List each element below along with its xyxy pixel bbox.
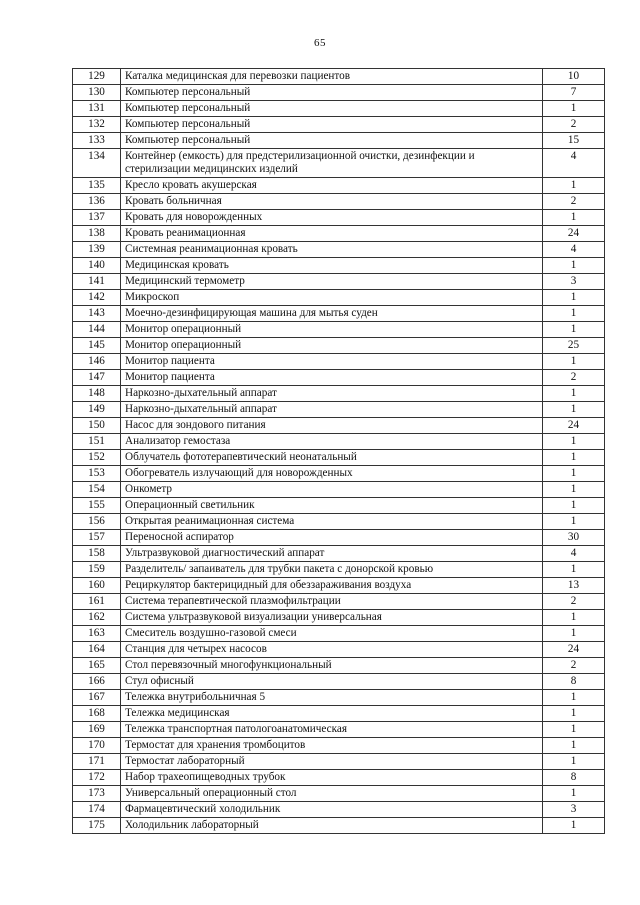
equipment-name-cell: Компьютер персональный bbox=[121, 133, 543, 149]
quantity-cell: 4 bbox=[543, 546, 605, 562]
equipment-name-cell: Компьютер персональный bbox=[121, 101, 543, 117]
equipment-name-cell: Система терапевтической плазмофильтрации bbox=[121, 594, 543, 610]
table-row bbox=[73, 258, 605, 274]
quantity-cell: 1 bbox=[543, 738, 605, 754]
row-number-cell: 153 bbox=[73, 466, 121, 482]
table-row bbox=[73, 450, 605, 466]
row-number-cell: 129 bbox=[73, 69, 121, 85]
equipment-name-cell: Насос для зондового питания bbox=[121, 418, 543, 434]
row-number-cell: 141 bbox=[73, 274, 121, 290]
quantity-cell: 2 bbox=[543, 194, 605, 210]
table-row bbox=[73, 658, 605, 674]
equipment-name-cell: Термостат лабораторный bbox=[121, 754, 543, 770]
quantity-cell: 1 bbox=[543, 178, 605, 194]
row-number-cell: 145 bbox=[73, 338, 121, 354]
row-number-cell: 152 bbox=[73, 450, 121, 466]
equipment-name-cell: Стол перевязочный многофункциональный bbox=[121, 658, 543, 674]
table-row bbox=[73, 546, 605, 562]
table-row bbox=[73, 610, 605, 626]
row-number-cell: 135 bbox=[73, 178, 121, 194]
quantity-cell: 2 bbox=[543, 594, 605, 610]
quantity-cell: 24 bbox=[543, 642, 605, 658]
table-row bbox=[73, 562, 605, 578]
table-row bbox=[73, 642, 605, 658]
quantity-cell: 1 bbox=[543, 434, 605, 450]
equipment-name-cell: Онкометр bbox=[121, 482, 543, 498]
row-number-cell: 169 bbox=[73, 722, 121, 738]
page-number: 65 bbox=[314, 37, 326, 49]
table-row bbox=[73, 770, 605, 786]
quantity-cell: 13 bbox=[543, 578, 605, 594]
quantity-cell: 24 bbox=[543, 226, 605, 242]
row-number-cell: 144 bbox=[73, 322, 121, 338]
quantity-cell: 30 bbox=[543, 530, 605, 546]
row-number-cell: 162 bbox=[73, 610, 121, 626]
row-number-cell: 154 bbox=[73, 482, 121, 498]
equipment-name-cell: Тележка внутрибольничная 5 bbox=[121, 690, 543, 706]
equipment-name-cell: Монитор операционный bbox=[121, 338, 543, 354]
equipment-name-cell: Тележка медицинская bbox=[121, 706, 543, 722]
table-row bbox=[73, 482, 605, 498]
table-row bbox=[73, 242, 605, 258]
equipment-name-cell: Разделитель/ запаиватель для трубки пакета с донорской кровью bbox=[121, 562, 543, 578]
quantity-cell: 1 bbox=[543, 754, 605, 770]
table-row bbox=[73, 578, 605, 594]
row-number-cell: 163 bbox=[73, 626, 121, 642]
row-number-cell: 172 bbox=[73, 770, 121, 786]
row-number-cell: 173 bbox=[73, 786, 121, 802]
equipment-name-cell: Медицинская кровать bbox=[121, 258, 543, 274]
table-row bbox=[73, 306, 605, 322]
row-number-cell: 150 bbox=[73, 418, 121, 434]
quantity-cell: 1 bbox=[543, 690, 605, 706]
quantity-cell: 25 bbox=[543, 338, 605, 354]
quantity-cell: 1 bbox=[543, 210, 605, 226]
row-number-cell: 136 bbox=[73, 194, 121, 210]
row-number-cell: 159 bbox=[73, 562, 121, 578]
equipment-name-cell: Компьютер персональный bbox=[121, 85, 543, 101]
quantity-cell: 1 bbox=[543, 258, 605, 274]
table-row bbox=[73, 418, 605, 434]
table-row bbox=[73, 210, 605, 226]
equipment-name-cell: Ультразвуковой диагностический аппарат bbox=[121, 546, 543, 562]
equipment-name-cell: Микроскоп bbox=[121, 290, 543, 306]
equipment-name-cell: Универсальный операционный стол bbox=[121, 786, 543, 802]
row-number-cell: 170 bbox=[73, 738, 121, 754]
row-number-cell: 143 bbox=[73, 306, 121, 322]
equipment-name-cell: Тележка транспортная патологоанатомическая bbox=[121, 722, 543, 738]
row-number-cell: 155 bbox=[73, 498, 121, 514]
table-row bbox=[73, 402, 605, 418]
table-row bbox=[73, 194, 605, 210]
quantity-cell: 1 bbox=[543, 786, 605, 802]
equipment-name-cell: Термостат для хранения тромбоцитов bbox=[121, 738, 543, 754]
quantity-cell: 1 bbox=[543, 626, 605, 642]
equipment-name-cell: Стул офисный bbox=[121, 674, 543, 690]
table-row bbox=[73, 133, 605, 149]
row-number-cell: 133 bbox=[73, 133, 121, 149]
quantity-cell: 1 bbox=[543, 818, 605, 834]
row-number-cell: 174 bbox=[73, 802, 121, 818]
table-row bbox=[73, 626, 605, 642]
equipment-name-cell: Холодильник лабораторный bbox=[121, 818, 543, 834]
equipment-name-cell: Переносной аспиратор bbox=[121, 530, 543, 546]
quantity-cell: 10 bbox=[543, 69, 605, 85]
equipment-name-cell: Анализатор гемостаза bbox=[121, 434, 543, 450]
row-number-cell: 171 bbox=[73, 754, 121, 770]
table-row bbox=[73, 69, 605, 85]
quantity-cell: 4 bbox=[543, 149, 605, 178]
quantity-cell: 1 bbox=[543, 306, 605, 322]
row-number-cell: 138 bbox=[73, 226, 121, 242]
equipment-name-cell: Наркозно-дыхательный аппарат bbox=[121, 386, 543, 402]
row-number-cell: 149 bbox=[73, 402, 121, 418]
row-number-cell: 147 bbox=[73, 370, 121, 386]
table-row bbox=[73, 754, 605, 770]
quantity-cell: 24 bbox=[543, 418, 605, 434]
row-number-cell: 168 bbox=[73, 706, 121, 722]
equipment-name-cell: Рециркулятор бактерицидный для обеззараживания воздуха bbox=[121, 578, 543, 594]
row-number-cell: 148 bbox=[73, 386, 121, 402]
equipment-name-cell: Облучатель фототерапевтический неонатальный bbox=[121, 450, 543, 466]
row-number-cell: 157 bbox=[73, 530, 121, 546]
row-number-cell: 139 bbox=[73, 242, 121, 258]
quantity-cell: 1 bbox=[543, 610, 605, 626]
table-row bbox=[73, 594, 605, 610]
table-row bbox=[73, 690, 605, 706]
quantity-cell: 1 bbox=[543, 562, 605, 578]
table-row bbox=[73, 85, 605, 101]
quantity-cell: 1 bbox=[543, 466, 605, 482]
quantity-cell: 3 bbox=[543, 274, 605, 290]
quantity-cell: 1 bbox=[543, 514, 605, 530]
quantity-cell: 1 bbox=[543, 322, 605, 338]
table-row bbox=[73, 101, 605, 117]
table-row bbox=[73, 706, 605, 722]
table-row bbox=[73, 290, 605, 306]
row-number-cell: 131 bbox=[73, 101, 121, 117]
equipment-name-cell: Станция для четырех насосов bbox=[121, 642, 543, 658]
table-row bbox=[73, 386, 605, 402]
quantity-cell: 1 bbox=[543, 706, 605, 722]
row-number-cell: 161 bbox=[73, 594, 121, 610]
row-number-cell: 134 bbox=[73, 149, 121, 178]
table-row bbox=[73, 818, 605, 834]
table-row bbox=[73, 226, 605, 242]
table-row bbox=[73, 338, 605, 354]
table-row bbox=[73, 786, 605, 802]
row-number-cell: 137 bbox=[73, 210, 121, 226]
row-number-cell: 142 bbox=[73, 290, 121, 306]
equipment-name-cell: Контейнер (емкость) для предстерилизационной очистки, дезинфекции и стерилизации медицинских изделий bbox=[121, 149, 543, 178]
equipment-name-cell: Монитор пациента bbox=[121, 370, 543, 386]
equipment-name-cell: Обогреватель излучающий для новорожденных bbox=[121, 466, 543, 482]
quantity-cell: 1 bbox=[543, 402, 605, 418]
equipment-name-cell: Кресло кровать акушерская bbox=[121, 178, 543, 194]
quantity-cell: 1 bbox=[543, 354, 605, 370]
quantity-cell: 1 bbox=[543, 290, 605, 306]
equipment-table bbox=[72, 68, 605, 834]
equipment-name-cell: Моечно-дезинфицирующая машина для мытья суден bbox=[121, 306, 543, 322]
equipment-name-cell: Наркозно-дыхательный аппарат bbox=[121, 402, 543, 418]
quantity-cell: 1 bbox=[543, 498, 605, 514]
equipment-name-cell: Набор трахеопищеводных трубок bbox=[121, 770, 543, 786]
equipment-name-cell: Операционный светильник bbox=[121, 498, 543, 514]
table-row bbox=[73, 466, 605, 482]
table-row bbox=[73, 530, 605, 546]
equipment-name-cell: Система ультразвуковой визуализации универсальная bbox=[121, 610, 543, 626]
equipment-name-cell: Фармацевтический холодильник bbox=[121, 802, 543, 818]
row-number-cell: 130 bbox=[73, 85, 121, 101]
table-row bbox=[73, 498, 605, 514]
row-number-cell: 166 bbox=[73, 674, 121, 690]
equipment-name-cell: Кровать реанимационная bbox=[121, 226, 543, 242]
row-number-cell: 167 bbox=[73, 690, 121, 706]
equipment-name-cell: Системная реанимационная кровать bbox=[121, 242, 543, 258]
table-row bbox=[73, 370, 605, 386]
row-number-cell: 146 bbox=[73, 354, 121, 370]
table-row bbox=[73, 514, 605, 530]
table-row bbox=[73, 149, 605, 178]
quantity-cell: 7 bbox=[543, 85, 605, 101]
equipment-name-cell: Каталка медицинская для перевозки пациентов bbox=[121, 69, 543, 85]
table-row bbox=[73, 354, 605, 370]
quantity-cell: 2 bbox=[543, 117, 605, 133]
quantity-cell: 8 bbox=[543, 674, 605, 690]
row-number-cell: 132 bbox=[73, 117, 121, 133]
equipment-name-cell: Смеситель воздушно-газовой смеси bbox=[121, 626, 543, 642]
row-number-cell: 151 bbox=[73, 434, 121, 450]
table-row bbox=[73, 117, 605, 133]
quantity-cell: 2 bbox=[543, 370, 605, 386]
row-number-cell: 158 bbox=[73, 546, 121, 562]
quantity-cell: 2 bbox=[543, 658, 605, 674]
equipment-name-cell: Кровать больничная bbox=[121, 194, 543, 210]
table-row bbox=[73, 178, 605, 194]
equipment-name-cell: Монитор пациента bbox=[121, 354, 543, 370]
quantity-cell: 4 bbox=[543, 242, 605, 258]
table-row bbox=[73, 274, 605, 290]
table-row bbox=[73, 322, 605, 338]
equipment-name-cell: Открытая реанимационная система bbox=[121, 514, 543, 530]
row-number-cell: 164 bbox=[73, 642, 121, 658]
table-row bbox=[73, 802, 605, 818]
equipment-table-body bbox=[73, 69, 605, 834]
quantity-cell: 1 bbox=[543, 101, 605, 117]
quantity-cell: 8 bbox=[543, 770, 605, 786]
row-number-cell: 140 bbox=[73, 258, 121, 274]
row-number-cell: 156 bbox=[73, 514, 121, 530]
table-row bbox=[73, 722, 605, 738]
quantity-cell: 1 bbox=[543, 386, 605, 402]
quantity-cell: 1 bbox=[543, 722, 605, 738]
quantity-cell: 3 bbox=[543, 802, 605, 818]
table-row bbox=[73, 674, 605, 690]
equipment-name-cell: Кровать для новорожденных bbox=[121, 210, 543, 226]
row-number-cell: 175 bbox=[73, 818, 121, 834]
table-row bbox=[73, 738, 605, 754]
quantity-cell: 1 bbox=[543, 450, 605, 466]
table-row bbox=[73, 434, 605, 450]
quantity-cell: 1 bbox=[543, 482, 605, 498]
equipment-name-cell: Компьютер персональный bbox=[121, 117, 543, 133]
quantity-cell: 15 bbox=[543, 133, 605, 149]
row-number-cell: 165 bbox=[73, 658, 121, 674]
equipment-name-cell: Монитор операционный bbox=[121, 322, 543, 338]
row-number-cell: 160 bbox=[73, 578, 121, 594]
equipment-name-cell: Медицинский термометр bbox=[121, 274, 543, 290]
